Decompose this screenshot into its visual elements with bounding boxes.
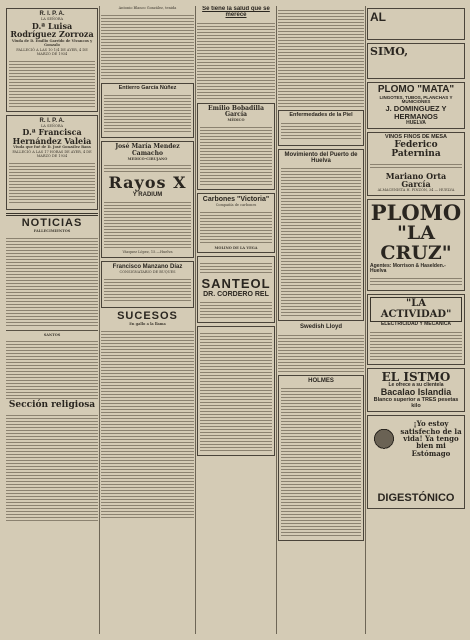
- holmes-box: [278, 375, 364, 541]
- swedish-text: [278, 333, 364, 373]
- consignatario-box: [101, 261, 194, 308]
- farmacia-sub: CONSIGNATARIO DE BUQUES: [119, 270, 176, 275]
- col4-text: [278, 8, 364, 108]
- movimiento-box: [278, 149, 364, 322]
- lingotes-text: LINGOTES, TUBOS, PLANCHAS Y MUNICIONES: [379, 94, 453, 105]
- rayos-x-title: Rayos X: [108, 173, 187, 193]
- obituary-box-1: [6, 8, 98, 112]
- medico-ad: [101, 141, 194, 258]
- santos-text: [6, 339, 98, 399]
- column-rule: [276, 6, 277, 634]
- vinos-title: VINOS FINOS DE MESA: [384, 133, 448, 140]
- notas-text: [6, 236, 98, 328]
- medico-box: [197, 103, 275, 190]
- al-box: [367, 8, 465, 40]
- actividad-box: [367, 294, 465, 364]
- salud-text: [197, 21, 275, 101]
- al-title: AL: [370, 10, 386, 24]
- holmes-title: HOLMES: [308, 377, 334, 384]
- direccion: Vázquez López, 15.—Huelva: [122, 250, 173, 255]
- rip-label: R. I. P. A.: [39, 11, 65, 17]
- huelva-text: HUELVA: [406, 119, 426, 126]
- holmes-text: [281, 386, 361, 536]
- col2-text: [101, 13, 194, 81]
- istmo-box: [367, 368, 465, 413]
- column-rule: [99, 6, 100, 634]
- enfermedades-text: [281, 121, 361, 141]
- istmo-title: EL ISTMO: [381, 369, 451, 384]
- salud-title: Se tiene la salud que se merece: [202, 6, 270, 19]
- column-three: [197, 6, 275, 634]
- jose-sub: MEDICO-CIRUJANO: [127, 156, 168, 161]
- swedish-title: Swedish Lloyd: [299, 324, 342, 331]
- notas-title: NOTICIAS: [21, 216, 83, 229]
- electricidad-text: ELECTRICIDAD Y MECANICA: [380, 321, 452, 328]
- seccion-religiosa-title: Sección religiosa: [8, 400, 96, 411]
- jose-title: José María Mendez Camacho: [115, 143, 180, 157]
- agentes-extra: [370, 276, 462, 286]
- actividad-title: "LA ACTIVIDAD": [370, 297, 462, 322]
- simo-title: SIMO,: [370, 45, 409, 58]
- emilio-title: Emilio Bobadilla García: [208, 104, 264, 118]
- movimiento-title: Movimiento del Puerto de Huelva: [284, 151, 358, 165]
- column-obituaries: [6, 6, 98, 634]
- emilio-sub: MÉDICO: [227, 118, 245, 123]
- digestonico-title: DIGESTÓNICO: [377, 491, 455, 504]
- entierro-text: [104, 93, 191, 133]
- cordero-title: DR. CORDERO REL: [203, 290, 269, 298]
- obituary-sub: Viuda de D. Emilio Garrido de Vivancos y Gonzalo: [11, 38, 93, 48]
- col2-header: Antonio Blanco González, tenida: [118, 6, 177, 10]
- notas-sub: FALLECIMIENTOS: [33, 229, 71, 234]
- sucesos-title: SUCESOS: [117, 309, 178, 322]
- obituary-sub: Viuda que fué de D. José González Bans: [13, 145, 91, 150]
- column-rule: [195, 6, 196, 634]
- ofrece-text: Le ofrece a su clientela: [388, 382, 444, 389]
- ad-box: [197, 326, 275, 456]
- farmacia-title: Francisco Manzano Díaz: [112, 263, 183, 270]
- mariano-title: Mariano Orta García: [385, 170, 447, 189]
- radium-title: Y RADIUM: [132, 192, 163, 199]
- emilio-text: [200, 125, 272, 185]
- enfermedades-box: [278, 110, 364, 146]
- rayos-text: [104, 200, 191, 248]
- senora-label: LA SEÑORA: [40, 123, 63, 128]
- bacalao-title: Bacalao Islandia: [380, 387, 452, 398]
- column-four: [278, 6, 364, 634]
- plomo-cruz-box: [367, 199, 465, 291]
- agentes-text: Agentes: Morrison & Haselden.-Huelva: [370, 262, 446, 275]
- plomo-big-title: PLOMO: [370, 199, 462, 225]
- farmacia-text: [104, 277, 191, 303]
- federico-text: [370, 162, 462, 170]
- column-rule: [365, 6, 366, 634]
- obituary-date: FALLECIÓ A LAS 10 1/4 DE AYER, 4 DE MARZO DE 1934: [16, 47, 88, 57]
- carbones-text: [200, 210, 272, 244]
- ad-text: [200, 331, 272, 451]
- obituary-box-2: [6, 115, 98, 210]
- plomo-mata-box: [367, 82, 465, 129]
- santeol-box: [197, 256, 275, 323]
- santeol-title: SANTEOL: [201, 276, 271, 292]
- actividad-text: [370, 330, 462, 360]
- senora-label: LA SEÑORA: [40, 17, 63, 22]
- digestonico-box: [367, 415, 465, 509]
- carbones-title: Carbones "Victoria": [202, 195, 270, 203]
- enfermedades-title: Enfermedades de la Piel: [289, 112, 353, 118]
- obituary-name: D.ª Luisa Rodríguez Zorroza: [10, 20, 94, 40]
- man-illustration: [370, 422, 398, 470]
- obituary-date: FALLECIÓ A LAS 17 HORAS DE AYER, 4 DE MARZO DE 1934: [12, 149, 92, 159]
- obituary-text: [9, 161, 95, 205]
- religiosa-text: [6, 413, 98, 523]
- rip-label: R. I. P. A.: [39, 117, 65, 124]
- column-two: [101, 6, 194, 634]
- simo-box: [367, 43, 465, 79]
- jdominguez-text: J. DOMINGUEZ Y HERMANOS: [385, 103, 447, 121]
- jose-text: [104, 163, 191, 173]
- sucesos-sub: En gallo a la llama: [129, 322, 166, 327]
- lacruz-title: "LA CRUZ": [380, 221, 452, 264]
- molino-title: MOLINO DE LA VEGA: [214, 245, 258, 250]
- almacen-text: ALMACENISTA H. PINZÓN, 34 — HUELVA: [377, 188, 455, 193]
- vinos-box: [367, 132, 465, 196]
- obituary-name: D.ª Francisca Hernández Valeia: [12, 127, 92, 146]
- santos-title: SANTOS: [43, 332, 61, 337]
- carbones-sub: Compañía de carbones: [215, 203, 257, 208]
- entierro-title: Entierro García Núñez: [118, 84, 177, 91]
- movimiento-text: [281, 166, 361, 316]
- obituary-text: [9, 59, 95, 107]
- blanco-text: Blanco superior a TRES pesetas kilo: [373, 396, 459, 409]
- carbones-box: [197, 193, 275, 253]
- santeol-pre: [200, 261, 272, 275]
- column-ads: [367, 6, 465, 634]
- santeol-text: [200, 300, 272, 318]
- yo-text: ¡Yo estoy satisfecho de la vida! Ya tengo bien mi Estómago: [400, 419, 462, 458]
- entierro-box: [101, 83, 194, 139]
- plomo-mata-title: PLOMO "MATA": [377, 84, 455, 95]
- federico-title: Federico Paternina: [391, 139, 441, 160]
- sucesos-text: [101, 329, 194, 519]
